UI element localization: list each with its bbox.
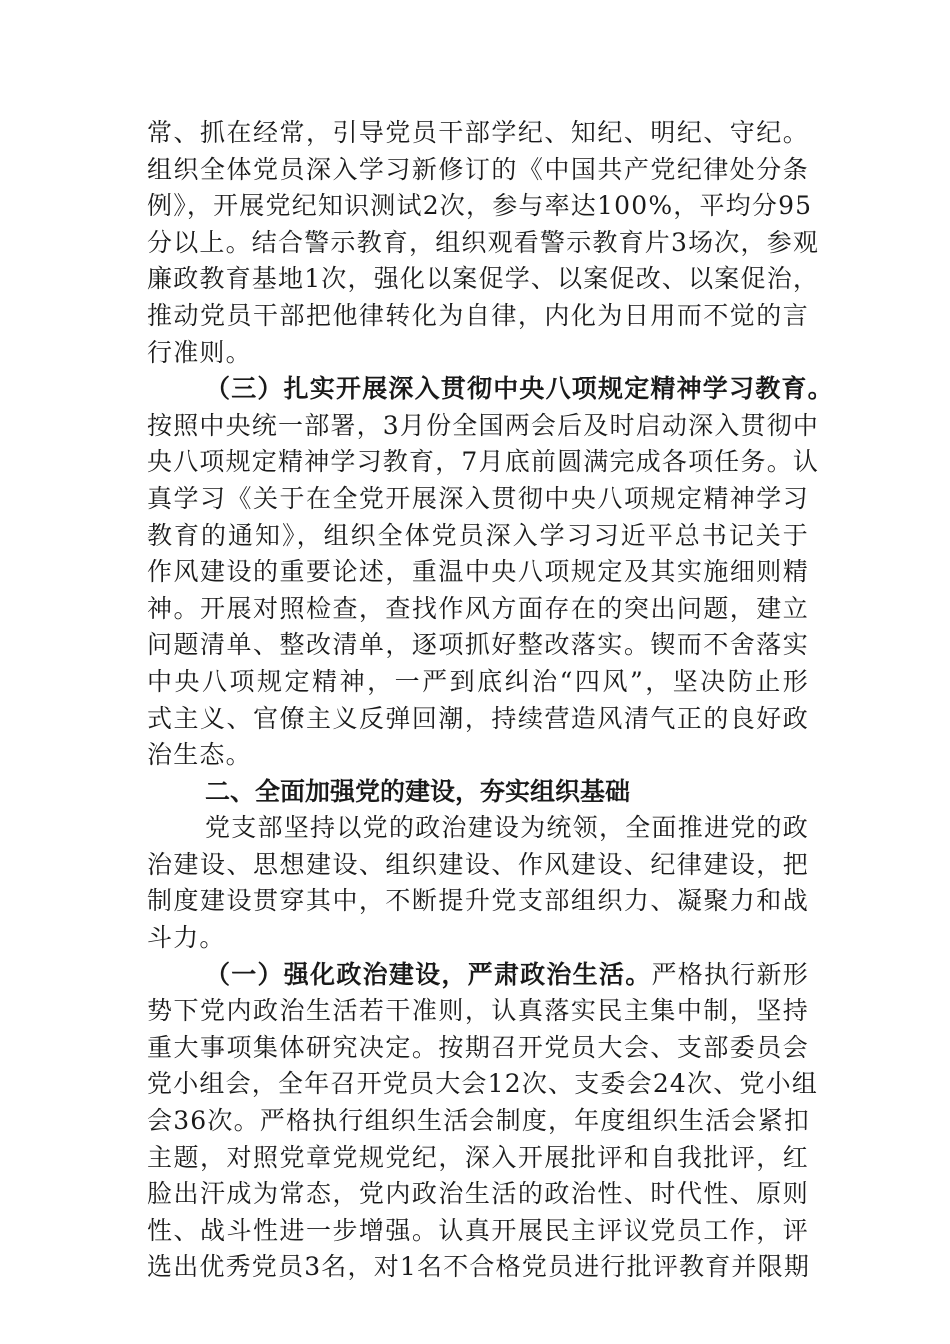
body-line: 组织全体党员深入学习新修订的《中国共产党纪律处分条 [147,154,809,184]
body-line: 重大事项集体研究决定。按期召开党员大会、支部委员会 [147,1032,809,1062]
body-line: 主题，对照党章党规党纪，深入开展批评和自我批评，红 [147,1142,809,1172]
body-line: 作风建设的重要论述，重温中央八项规定及其实施细则精 [147,557,809,587]
body-line: 神。开展对照检查，查找作风方面存在的突出问题，建立 [147,593,809,623]
body-line: 党小组会，全年召开党员大会12次、支委会24次、党小组 [147,1069,819,1099]
body-line: 治生态。 [147,740,252,770]
body-line: 问题清单、整改清单，逐项抓好整改落实。锲而不舍落实 [147,630,809,660]
body-line: 脸出汗成为常态，党内政治生活的政治性、时代性、原则 [147,1179,809,1209]
document-body [147,115,834,1286]
body-line: 制度建设贯穿其中，不断提升党支部组织力、凝聚力和战 [147,886,809,916]
subsection-lead-one [147,957,809,994]
body-line: 斗力。 [147,923,226,953]
subsection-lead-rest: 严格执行新形 [651,959,810,989]
body-line: 治建设、思想建设、组织建设、作风建设、纪律建设，把 [147,849,809,879]
body-line: 性、战斗性进一步增强。认真开展民主评议党员工作，评 [147,1215,809,1245]
section-heading: 二、全面加强党的建设，夯实组织基础 [205,776,631,806]
body-line: 例》，开展党纪知识测试2次，参与率达100%，平均分95 [147,191,813,221]
body-line: 教育的通知》，组织全体党员深入学习习近平总书记关于 [147,520,809,550]
body-line: 中央八项规定精神，一严到底纠治“四风”，坚决防止形 [147,666,809,696]
body-line: 推动党员干部把他律转化为自律，内化为日用而不觉的言 [147,300,809,330]
body-line: 选出优秀党员3名，对1名不合格党员进行批评教育并限期 [147,1252,811,1282]
body-line: 势下党内政治生活若干准则，认真落实民主集中制，坚持 [147,996,809,1026]
body-line: 真学习《关于在全党开展深入贯彻中央八项规定精神学习 [147,483,809,513]
body-line: 按照中央统一部署，3月份全国两会后及时启动深入贯彻中 [147,410,820,440]
body-line: 式主义、官僚主义反弹回潮，持续营造风清气正的良好政 [147,703,809,733]
subsection-title: （一）强化政治建设，严肃政治生活。 [205,959,652,989]
subsection-lead-three [147,371,834,408]
body-line: 行准则。 [147,337,252,367]
body-line: 分以上。结合警示教育，组织观看警示教育片3场次，参观 [147,227,820,257]
body-line: 党支部坚持以党的政治建设为统领，全面推进党的政 [205,813,809,843]
body-line: 央八项规定精神学习教育，7月底前圆满完成各项任务。认 [147,447,820,477]
body-line: 常、抓在经常，引导党员干部学纪、知纪、明纪、守纪。 [147,118,809,147]
body-line: 会36次。严格执行组织生活会制度，年度组织生活会紧扣 [147,1106,811,1136]
body-line: 廉政教育基地1次，强化以案促学、以案促改、以案促治， [147,264,820,294]
subsection-title: （三）扎实开展深入贯彻中央八项规定精神学习教育。 [205,374,834,404]
